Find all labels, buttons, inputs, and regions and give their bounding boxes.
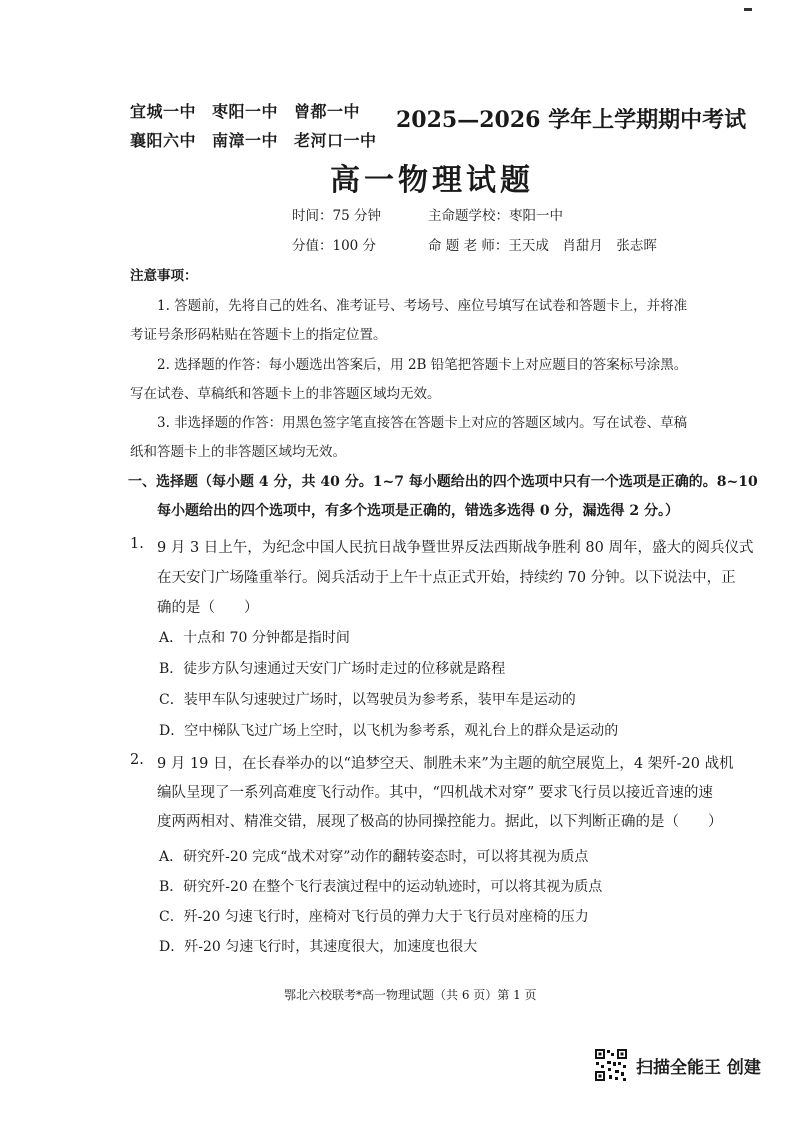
section-heading: 一、选择题（每小题 4 分，共 40 分。1~7 每小题给出的四个选项中只有一个选项是正确的。8~10 [128, 474, 758, 490]
school-name: 枣阳一中 [212, 102, 279, 121]
school-name: 曾都一中 [294, 102, 361, 121]
schools-row-1 [130, 99, 376, 122]
question-1-option-b: B．徒步方队匀速通过天安门广场时走过的位移就是路程 [159, 661, 506, 677]
notice-item-1-cont: 考证号条形码粘贴在答题卡上的指定位置。 [130, 327, 387, 343]
exam-time: 时间：75 分钟 [292, 208, 381, 224]
section-heading-cont: 每小题给出的四个选项中，有多个选项是正确的，错选多选得 0 分，漏选得 2 分。） [157, 503, 679, 519]
exam-score: 分值：100 分 [292, 238, 377, 254]
notice-item-2: 2. 选择题的作答：每小题选出答案后，用 2B 铅笔把答题卡上对应题目的答案标号涂黑。 [157, 357, 688, 373]
page-footer: 鄂北六校联考*高一物理试题（共 6 页）第 1 页 [284, 988, 537, 1002]
notice-item-1: 1. 答题前，先将自己的姓名、准考证号、考场号、座位号填写在试卷和答题卡上，并将准 [157, 298, 688, 314]
qr-code-icon [594, 1048, 628, 1082]
notice-item-2-cont: 写在试卷、草稿纸和答题卡上的非答题区域均无效。 [130, 386, 441, 402]
question-2-option-c: C．歼-20 匀速飞行时，座椅对飞行员的弹力大于飞行员对座椅的压力 [159, 909, 589, 925]
question-1-option-a: A．十点和 70 分钟都是指时间 [159, 630, 350, 646]
question-2-stem: 9 月 19 日，在长春举办的以“追梦空天、制胜未来”为主题的航空展览上，4 架歼-20 战机 [157, 756, 734, 772]
school-name: 南漳一中 [212, 131, 279, 150]
notice-heading: 注意事项： [130, 268, 198, 284]
question-1-stem: 9 月 3 日上午，为纪念中国人民抗日战争暨世界反法西斯战争胜利 80 周年，盛大的阅兵仪式 [157, 540, 754, 556]
exam-teachers: 命 题 老 师：王天成 肖甜月 张志晖 [428, 238, 657, 254]
school-name: 老河口一中 [294, 131, 377, 150]
question-1-stem-cont: 确的是（ ） [157, 600, 259, 616]
question-number: 2. [130, 752, 144, 768]
lead-school: 主命题学校：枣阳一中 [428, 208, 563, 224]
question-2-stem-cont: 度两两相对、精准交错，展现了极高的协同操控能力。据此，以下判断正确的是（ ） [157, 814, 723, 830]
question-1-option-c: C．装甲车队匀速驶过广场时，以驾驶员为参考系，装甲车是运动的 [159, 692, 576, 708]
question-2-stem-cont: 编队呈现了一系列高难度飞行动作。其中，“四机战术对穿” 要求飞行员以接近音速的速 [157, 785, 713, 801]
question-2-option-d: D．歼-20 匀速飞行时，其速度很大，加速度也很大 [159, 939, 478, 955]
question-2-option-b: B．研究歼-20 在整个飞行表演过程中的运动轨迹时，可以将其视为质点 [159, 879, 603, 895]
school-name: 宜城一中 [130, 102, 197, 121]
page-title: 高一物理试题 [330, 163, 534, 198]
exam-title: 2025—2026 学年上学期期中考试 [396, 107, 747, 133]
scanner-watermark: 扫描全能王 创建 [636, 1058, 761, 1078]
question-1-option-d: D．空中梯队飞过广场上空时，以飞机为参考系，观礼台上的群众是运动的 [159, 723, 619, 739]
schools-row-2 [130, 128, 393, 151]
scan-corner-mark [744, 8, 752, 11]
question-2-option-a: A．研究歼-20 完成“战术对穿”动作的翻转姿态时，可以将其视为质点 [159, 849, 589, 865]
notice-item-3-cont: 纸和答题卡上的非答题区域均无效。 [130, 444, 346, 460]
question-1-stem-cont: 在天安门广场隆重举行。阅兵活动于上午十点正式开始，持续约 70 分钟。以下说法中，正 [157, 570, 736, 586]
school-name: 襄阳六中 [130, 131, 197, 150]
notice-item-3: 3. 非选择题的作答：用黑色签字笔直接答在答题卡上对应的答题区域内。写在试卷、草稿 [157, 415, 688, 431]
question-number: 1. [130, 536, 144, 552]
